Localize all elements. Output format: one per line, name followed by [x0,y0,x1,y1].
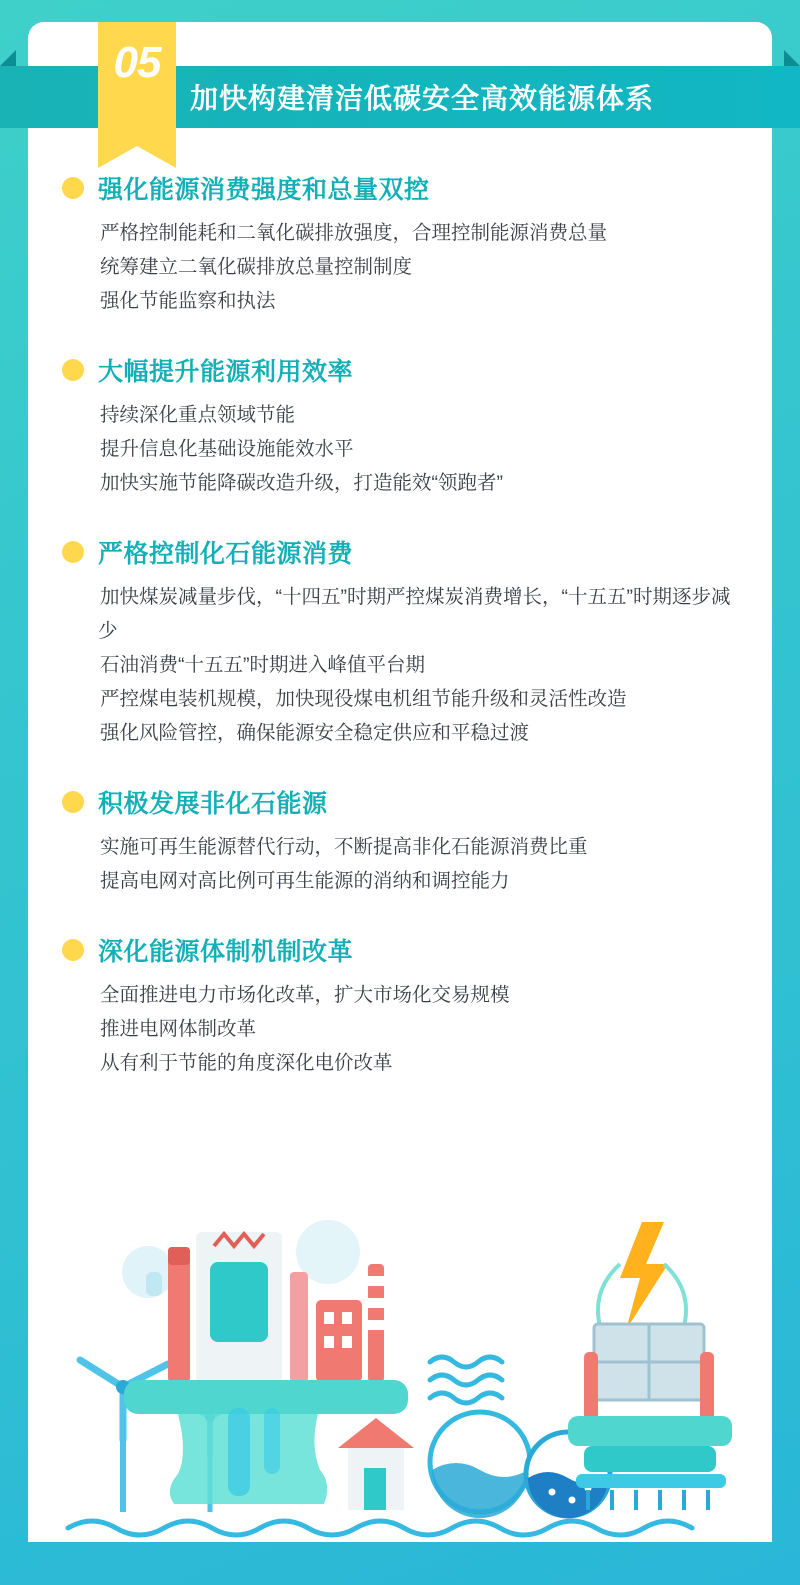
page-title: 加快构建清洁低碳安全高效能源体系 [190,83,655,114]
section-line: 强化节能监察和执法 [100,290,276,312]
section-line: 从有利于节能的角度深化电价改革 [100,1052,393,1074]
section-3 [62,534,738,750]
section-lines [62,978,738,1080]
section-line: 实施可再生能源替代行动，不断提高非化石能源消费比重 [100,836,588,858]
house-icon [338,1418,414,1510]
section-line: 加快煤炭减量步伐，“十四五”时期严控煤炭消费增长，“十五五”时期逐步减少 [98,586,731,642]
illustration [28,1212,772,1542]
section-header [62,534,738,570]
section-lines [62,216,738,318]
section-title: 大幅提升能源利用效率 [98,358,354,386]
section-header [62,352,738,388]
section-line: 统筹建立二氧化碳排放总量控制制度 [100,256,413,278]
section-line: 加快实施节能降碳改造升级，打造能效“领跑者” [100,472,503,494]
sections-container [28,170,772,1114]
water-basin-icon [430,1412,530,1518]
section-header [62,784,738,820]
section-line: 石油消费“十五五”时期进入峰值平台期 [100,654,425,676]
section-number: 05 [113,38,161,87]
bullet-icon [62,939,84,961]
band-corner-right [784,50,800,66]
section-lines [62,580,738,750]
section-lines [62,830,738,898]
section-4 [62,784,738,898]
illustration-svg [28,1212,772,1542]
bullet-icon [62,791,84,813]
section-line: 持续深化重点领域节能 [100,404,296,426]
section-title: 严格控制化石能源消费 [98,540,354,568]
section-title: 强化能源消费强度和总量双控 [98,176,430,204]
section-header [62,170,738,206]
section-title: 深化能源体制机制改革 [98,938,354,966]
bullet-icon [62,177,84,199]
solar-panel-icon [568,1324,732,1510]
section-2 [62,352,738,500]
section-number-ribbon [98,22,176,146]
bullet-icon [62,541,84,563]
water-waves-icon [430,1357,502,1403]
section-line: 提高电网对高比例可再生能源的消纳和调控能力 [100,870,510,892]
section-line: 强化风险管控，确保能源安全稳定供应和平稳过渡 [100,722,530,744]
section-line: 提升信息化基础设施能效水平 [100,438,354,460]
section-5 [62,932,738,1080]
section-line: 严控煤电装机规模，加快现役煤电机组节能升级和灵活性改造 [100,688,627,710]
section-line: 严格控制能耗和二氧化碳排放强度，合理控制能源消费总量 [100,222,608,244]
section-lines [62,398,738,500]
section-line: 全面推进电力市场化改革，扩大市场化交易规模 [100,984,510,1006]
section-1 [62,170,738,318]
section-header [62,932,738,968]
bullet-icon [62,359,84,381]
band-corner-left [0,50,16,66]
section-line: 推进电网体制改革 [100,1018,257,1040]
section-title: 积极发展非化石能源 [98,790,328,818]
